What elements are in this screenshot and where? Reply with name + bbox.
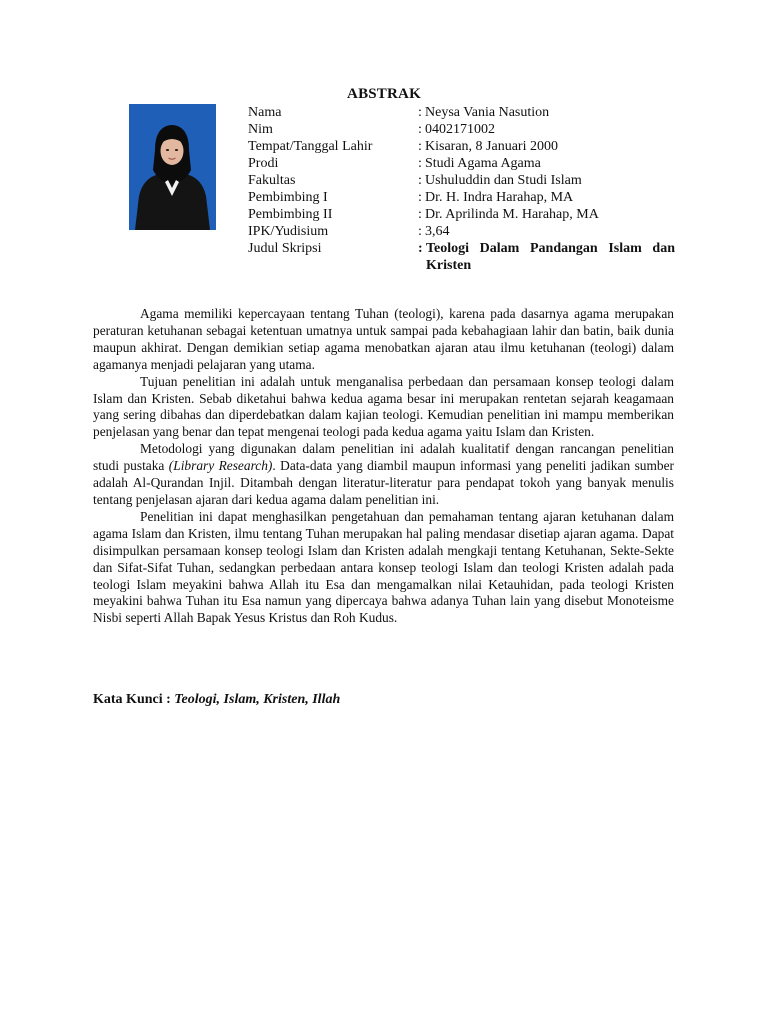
identity-colon: : [418, 190, 422, 205]
page-title: ABSTRAK [347, 86, 421, 102]
keywords-line [93, 692, 340, 708]
identity-row-prodi [248, 155, 674, 172]
identity-label: IPK/Yudisium [248, 224, 329, 239]
paragraph-text: Metodologi yang digunakan dalam penelitian ini adalah kualitatif dengan rancangan penelitian studi pustaka [93, 441, 674, 474]
thesis-title: Teologi Dalam Pandangan Islam dan Kristen [426, 241, 675, 273]
identity-colon: : [418, 105, 422, 120]
identity-row-judul-skripsi [248, 240, 674, 274]
identity-row-fakultas [248, 172, 674, 189]
keywords-values: Teologi, Islam, Kristen, Illah [174, 692, 341, 707]
identity-label: Prodi [248, 156, 279, 171]
paragraph-italic-term: (Library Research) [168, 458, 273, 474]
identity-label: Nim [248, 122, 273, 137]
identity-value: Dr. H. Indra Harahap, MA [425, 190, 574, 205]
keywords-label: Kata Kunci : [93, 692, 175, 707]
paragraph-text: . Data-data yang diambil maupun informasi yang peneliti jadikan sumber adalah Al-Qurandan Injil. Ditambah dengan literatur-literatur para pendapat tokoh yang banyak menulis tentang penjelasan ajaran dari kedua agama dalam penelitian ini. [93, 458, 674, 507]
identity-label: Pembimbing II [248, 207, 333, 222]
student-photo [129, 104, 216, 230]
identity-value: 0402171002 [425, 122, 495, 137]
identity-colon: : [418, 241, 423, 256]
identity-value: Ushuluddin dan Studi Islam [425, 173, 582, 188]
identity-label: Nama [248, 105, 282, 120]
identity-label: Judul Skripsi [248, 241, 322, 256]
identity-value: Kisaran, 8 Januari 2000 [425, 139, 558, 154]
student-identity-table [248, 104, 674, 274]
identity-colon: : [418, 224, 422, 239]
identity-value: Dr. Aprilinda M. Harahap, MA [425, 207, 599, 222]
identity-value: Neysa Vania Nasution [425, 105, 550, 120]
identity-label: Pembimbing I [248, 190, 328, 205]
abstract-paragraph: Agama memiliki kepercayaan tentang Tuhan (teologi), karena pada dasarnya agama merupakan peraturan ketuhanan sebagai ketentuan umatnya untuk sampai pada kebahagiaan lahir dan batin, baik dunia maupun akhirat. Dengan demikian setiap agama menobatkan ajaran atau ilmu ketuhanan (teologi) dalam agamanya menjadi pelajaran yang utama. [93, 306, 674, 372]
identity-label: Tempat/Tanggal Lahir [248, 139, 373, 154]
identity-label: Fakultas [248, 173, 296, 188]
portrait-image [129, 104, 216, 230]
identity-colon: : [418, 139, 422, 154]
abstract-paragraph [93, 441, 674, 509]
identity-row-pembimbing-1 [248, 189, 674, 206]
abstract-paragraph: Penelitian ini dapat menghasilkan pengetahuan dan pemahaman tentang ajaran ketuhanan dalam agama Islam dan Kristen, ilmu tentang Tuhan merupakan hal paling mendasar disetiap ajaran agama. Dapat disimpulkan persamaan konsep teologi Islam dan Kristen adalah mengkaji tentang Ketuhanan, Sekte-Sekte dan Sifat-Sifat Tuhan, sedangkan perbedaan antara konsep teologi Islam dan teologi Kristen adalah pada teologi Islam meyakini bahwa Allah itu Esa dan mengamalkan nilai Ketauhidan, pada teologi Kristen meyakini bahwa Tuhan itu Esa namun yang dipercaya bahwa adanya Tuhan lain yang disebut Monoteisme Nisbi seperti Allah Bapak Yesus Kristus dan Roh Kudus. [93, 508, 674, 626]
identity-value: 3,64 [425, 224, 450, 239]
abstract-body [93, 306, 674, 627]
identity-row-tempat-tanggal-lahir [248, 138, 674, 155]
identity-colon: : [418, 173, 422, 188]
abstract-paragraph: Tujuan penelitian ini adalah untuk menganalisa perbedaan dan persamaan konsep teologi dalam Islam dan Kristen. Sebab diketahui bahwa kedua agama besar ini merupakan rentetan sejarah keagamaan yang sering dibahas dan diperdebatkan dalam kajian teologi. Kemudian penelitian ini mampu memberikan penjelasan yang benar dan tepat mengenai teologi pada kedua agama yaitu Islam dan Kristen. [93, 373, 674, 440]
identity-colon: : [418, 156, 422, 171]
identity-row-nim [248, 121, 674, 138]
identity-colon: : [418, 122, 422, 137]
identity-row-nama [248, 104, 674, 121]
identity-value: Studi Agama Agama [425, 156, 541, 171]
identity-colon: : [418, 207, 422, 222]
identity-row-ipk-yudisium [248, 223, 674, 240]
identity-row-pembimbing-2 [248, 206, 674, 223]
